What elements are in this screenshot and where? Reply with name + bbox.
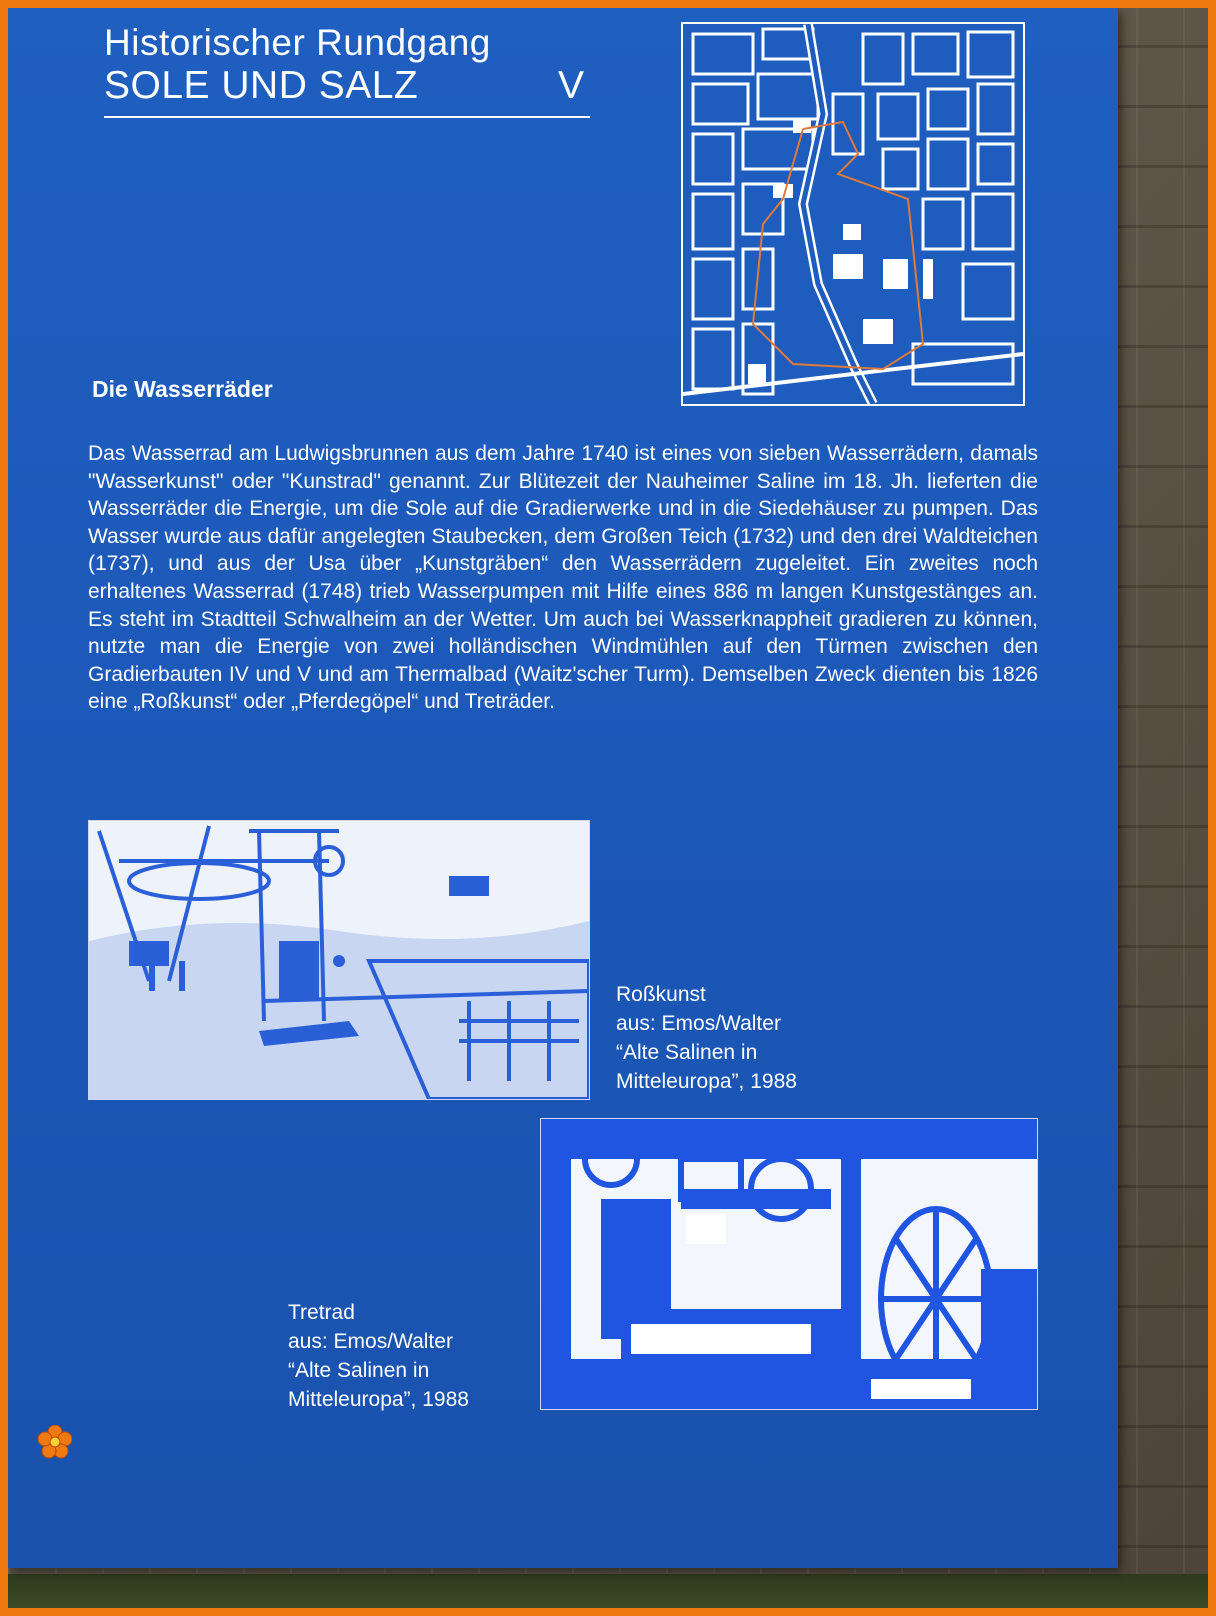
caption-rosskunst-line-3: “Alte Salinen in: [616, 1041, 758, 1064]
flower-icon: [38, 1425, 72, 1459]
caption-rosskunst-line-4: Mitteleuropa”, 1988: [616, 1070, 797, 1093]
caption-rosskunst: [616, 980, 797, 1096]
caption-tretrad-line-2: aus: Emos/Walter: [288, 1330, 453, 1353]
rosskunst-engraving: [88, 820, 590, 1100]
photo-frame: [8, 8, 1208, 1608]
caption-tretrad-line-3: “Alte Salinen in: [288, 1359, 430, 1382]
title-number: V: [558, 64, 585, 107]
caption-rosskunst-line-1: Roßkunst: [616, 983, 706, 1006]
title-rule: [104, 116, 590, 118]
caption-rosskunst-line-2: aus: Emos/Walter: [616, 1012, 781, 1035]
caption-tretrad: [288, 1298, 469, 1414]
section-heading: Die Wasserräder: [92, 376, 273, 402]
title-line-1: Historischer Rundgang: [104, 22, 491, 63]
title-line-2: SOLE UND SALZ: [104, 64, 419, 107]
wall-ground: [8, 1574, 1208, 1608]
city-map-icon: [681, 22, 1025, 406]
body-text: Das Wasserrad am Ludwigsbrunnen aus dem Jahre 1740 ist eines von sieben Wasserrädern, damals "Wasserkunst" oder "Kunstrad" genannt. Zur Blütezeit der Nauheimer Saline im 18. Jh. lieferten die Wasserräder die Energie, um die Sole auf die Gradierwerke und in die Siedehäuser zu pumpen. Das Wasser wurde aus dafür angelegten Staubecken, dem Großen Teich (1732) und den drei Waldteichen (1737), und aus der Usa über „Kunstgräben“ den Wasserrädern zugeleitet. Ein zweites noch erhaltenes Wasserrad (1748) trieb Wasserpumpen mit Hilfe eines 886 m langen Kunstgestänges an. Es steht im Stadtteil Schwalheim an der Wetter. Um auch bei Wasserknappheit gradieren zu können, nutzte man die Energie von zwei holländischen Windmühlen auf den Türmen zwischen den Gradierbauten IV und V und am Thermalbad (Waitz'scher Turm). Demselben Zweck dienten bis 1826 eine „Roßkunst“ oder „Pferdegöpel“ und Treträder.: [88, 442, 1038, 714]
caption-tretrad-line-4: Mitteleuropa”, 1988: [288, 1388, 469, 1411]
info-board: [8, 8, 1118, 1568]
tretrad-engraving: [540, 1118, 1038, 1410]
caption-tretrad-line-1: Tretrad: [288, 1301, 355, 1324]
